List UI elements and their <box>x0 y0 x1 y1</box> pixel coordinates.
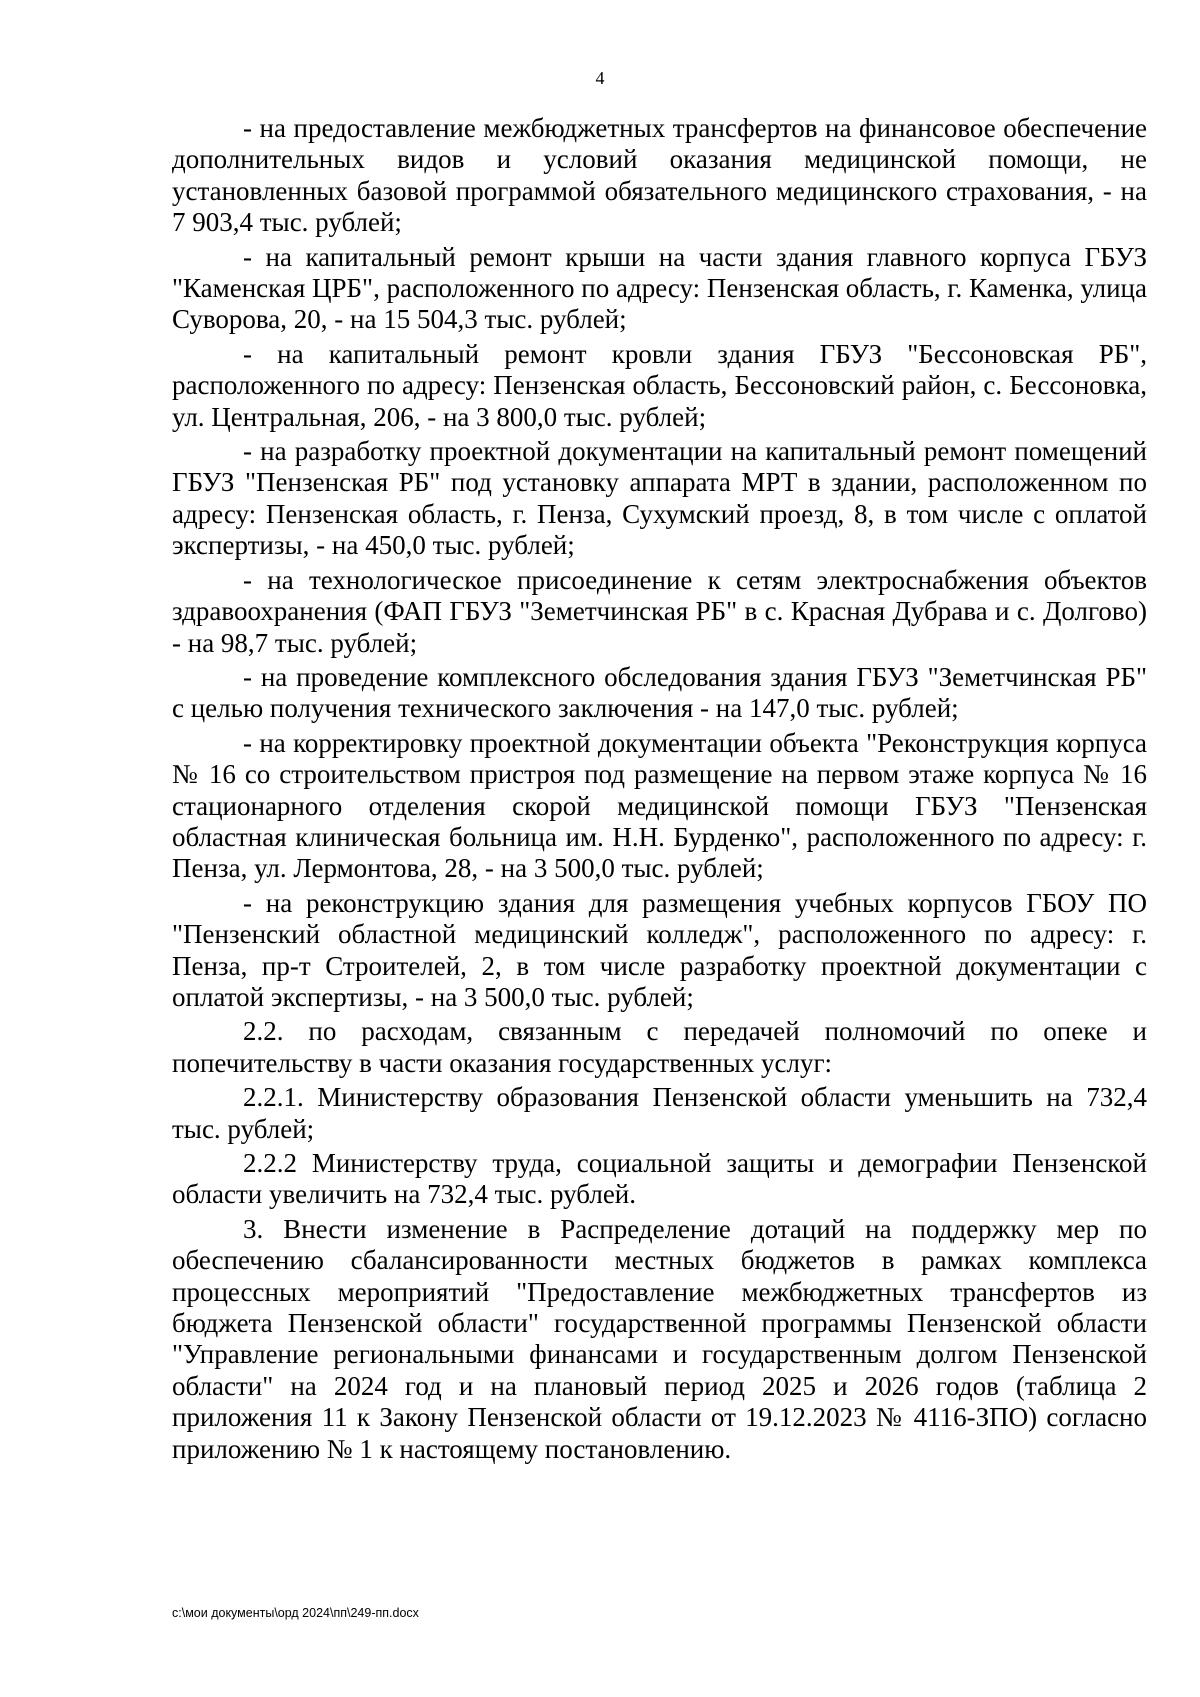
paragraph-item-kamenka: - на капитальный ремонт крыши на части здания главного корпуса ГБУЗ "Каменская ЦРБ", расположенного по адресу: Пензенская область, г. Каменка, улица Суворова, 20, - на 15 504,3 тыс. рублей; <box>172 241 1147 335</box>
paragraph-item-power-grid: - на технологическое присоединение к сетям электроснабжения объектов здравоохранения (ФАП ГБУЗ "Земетчинская РБ" в с. Красная Дубрава и с. Долгово) - на 98,7 тыс. рублей; <box>172 564 1147 658</box>
document-body <box>172 113 1147 1468</box>
paragraph-section-2-2: 2.2. по расходам, связанным с передачей полномочий по опеке и попечительству в части оказания государственных услуг: <box>172 1016 1147 1078</box>
paragraph-item-inspection: - на проведение комплексного обследования здания ГБУЗ "Земетчинская РБ" с целью получения технического заключения - на 147,0 тыс. рублей; <box>172 661 1147 724</box>
paragraph-item-bessonovka: - на капитальный ремонт кровли здания ГБУЗ "Бессоновская РБ", расположенного по адресу: Пензенская область, Бессоновский район, с. Бессоновка, ул. Центральная, 206, - на 3 800,0 тыс. рублей; <box>172 338 1147 432</box>
paragraph-item-burdenko: - на корректировку проектной документации объекта "Реконструкция корпуса № 16 со строительством пристроя под размещение на первом этаже корпуса № 16 стационарного отделения скорой медицинской помощи ГБУЗ "Пензенская областная клиническая больница им. Н.Н. Бурденко", расположенного по адресу: г. Пенза, ул. Лермонтова, 28, - на 3 500,0 тыс. рублей; <box>172 727 1147 884</box>
paragraph-item-transfers: - на предоставление межбюджетных трансфертов на финансовое обеспечение дополнительных видов и условий оказания медицинской помощи, не установленных базовой программой обязательного медицинского страхования, - на 7 903,4 тыс. рублей; <box>172 113 1147 238</box>
paragraph-section-2-2-1: 2.2.1. Министерству образования Пензенской области уменьшить на 732,4 тыс. рублей; <box>172 1082 1147 1144</box>
paragraph-item-mrt: - на разработку проектной документации на капитальный ремонт помещений ГБУЗ "Пензенская РБ" под установку аппарата МРТ в здании, расположенном по адресу: Пензенская область, г. Пенза, Сухумский проезд, 8, в том числе с оплатой экспертизы, - на 450,0 тыс. рублей; <box>172 436 1147 561</box>
paragraph-section-3: 3. Внести изменение в Распределение дотаций на поддержку мер по обеспечению сбалансированности местных бюджетов в рамках комплекса процессных мероприятий "Предоставление межбюджетных трансфертов из бюджета Пензенской области" государственной программы Пензенской области "Управление региональными финансами и государственным долгом Пензенской области" на 2024 год и на плановый период 2025 и 2026 годов (таблица 2 приложения 11 к Закону Пензенской области от 19.12.2023 № 4116-ЗПО) согласно приложению № 1 к настоящему постановлению. <box>172 1213 1147 1464</box>
file-path-footer: c:\мои документы\орд 2024\пп\249-пп.docx <box>172 1606 419 1620</box>
paragraph-section-2-2-2: 2.2.2 Министерству труда, социальной защиты и демографии Пензенской области увеличить на 732,4 тыс. рублей. <box>172 1148 1147 1210</box>
page-number: 4 <box>595 68 605 88</box>
paragraph-item-college: - на реконструкцию здания для размещения учебных корпусов ГБОУ ПО "Пензенский областной медицинский колледж", расположенного по адресу: г. Пенза, пр-т Строителей, 2, в том числе разработку проектной документации с оплатой экспертизы, - на 3 500,0 тыс. рублей; <box>172 887 1147 1012</box>
